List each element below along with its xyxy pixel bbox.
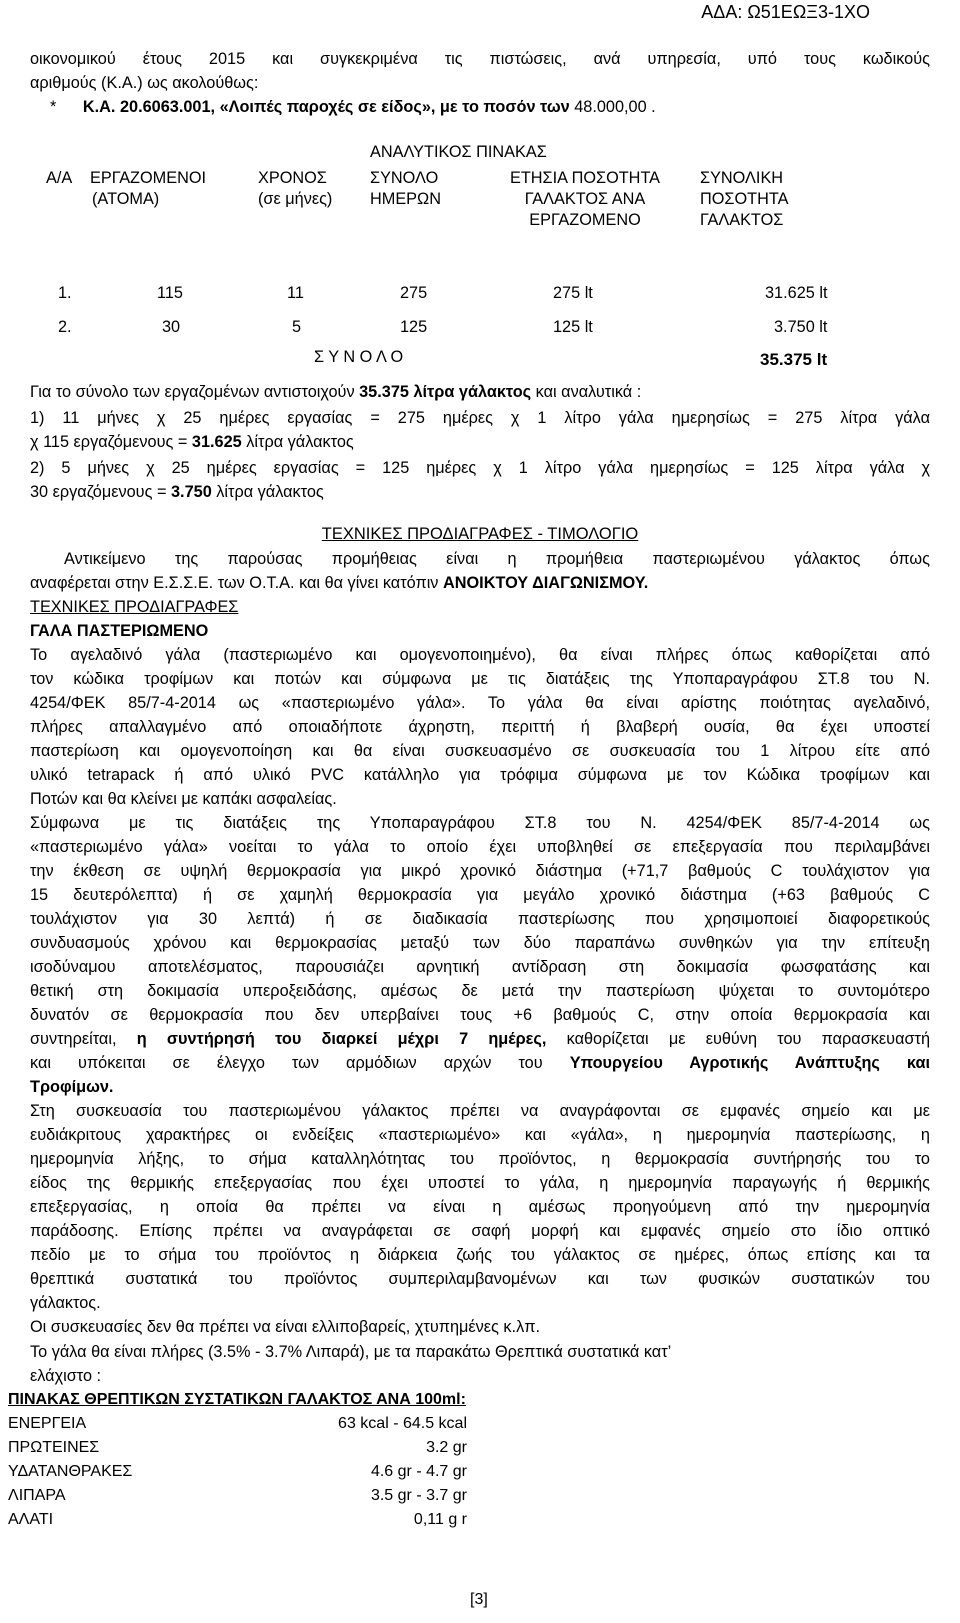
body-line: και υπόκειται σε έλεγχο των αρμόδιων αρχών του Υπουργείου Αγροτικής Ανάπτυξης και <box>30 1054 930 1072</box>
specs-paragraph-line: Αντικείμενο της παρούσας προμήθειας είναι η προμήθεια παστεριωμένου γάλακτος όπως <box>64 550 930 568</box>
body-line: τουλάχιστον για 30 λεπτά) ή σε διαδικασία παστερίωσης που χρησιμοποιεί διαφορετικούς <box>30 910 930 928</box>
currency-symbol: . <box>651 98 656 116</box>
body-line: συνδυασμούς χρόνου και θερμοκρασίας μεταξύ των δύο παραπάνω συνθηκών για την επίτευξη <box>30 934 930 952</box>
body-line: θετική στη δοκιμασία υπεροξειδάσης, αμέσως δε μετά την παστερίωση ψύχεται το συντομότερο <box>30 982 930 1000</box>
table-sum-label: Σ Υ Ν Ο Λ Ο <box>314 348 404 366</box>
page-number: [3] <box>470 1591 488 1608</box>
calc-line-4: 2) 5 μήνες χ 25 ημέρες εργασίας = 125 ημέρες χ 1 λίτρο γάλα ημερησίως = 125 λίτρα γάλα χ <box>30 459 930 477</box>
body-line: 15 δευτερόλεπτα) ή σε χαμηλή θερμοκρασία για μεγάλο χρονικό διάστημα (+63 βαθμούς C <box>30 886 930 904</box>
calc-line-5: 30 εργαζόμενους = 3.750 λίτρα γάλακτος <box>30 483 324 501</box>
packaging-line: Οι συσκευασίες δεν θα πρέπει να είναι ελλιποβαρείς, χτυπημένες κ.λπ. <box>30 1318 540 1336</box>
intro-line-2: αριθμούς (Κ.Α.) ως ακολούθως: <box>30 74 259 92</box>
fat-content-line: Το γάλα θα είναι πλήρες (3.5% - 3.7% Λιπαρά), με τα παρακάτω Θρεπτικά συστατικά κατ’ <box>30 1343 672 1361</box>
budget-amount: 48.000,00 <box>574 98 647 116</box>
specs-heading: ΤΕΧΝΙΚΕΣ ΠΡΟΔΙΑΓΡΑΦΕΣ - ΤΙΜΟΛΟΓΙΟ <box>321 525 639 543</box>
milk-subheading: ΓΑΛΑ ΠΑΣΤΕΡΙΩΜΕΝΟ <box>30 622 209 640</box>
intro-line-3 <box>30 98 930 117</box>
intro-line-1: οικονομικού έτους 2015 και συγκεκριμένα τις πιστώσεις, ανά υπηρεσία, υπό τους κωδικούς <box>30 50 930 68</box>
body-line: ισοδύναμου αποτελέσματος, παρουσιάζει αρνητική αντίδραση στη δοκιμασία φωσφατάσης και <box>30 958 930 976</box>
body-line: Ποτών και θα κλείνει με καπάκι ασφαλείας. <box>30 790 337 808</box>
body-line: «παστεριωμένο γάλα» νοείται το γάλα το οποίο έχει υποβληθεί σε επεξεργασία που περιλαμβάνει <box>30 838 930 856</box>
document-code: ΑΔΑ: Ω51ΕΩΞ3-1ΧΟ <box>701 2 870 22</box>
body-line: παστερίωση και ομογενοποίηση και θα είναι συσκευασμένο σε συσκευασία του 1 λίτρου είτε από <box>30 742 930 760</box>
body-line: συντηρείται, η συντήρησή του διαρκεί μέχρι 7 ημέρες, καθορίζεται με ευθύνη του παρασκευαστή <box>30 1030 931 1048</box>
body-line: τον κώδικα τροφίμων και ποτών και σύμφωνα με τις διατάξεις της Υποπαραγράφου ΣΤ.8 του Ν. <box>30 670 930 688</box>
body-line: πεδίο με το σήμα του προϊόντος η διάρκεια ζωής του γάλακτος σε ημέρες, όπως επίσης και τα <box>30 1246 930 1264</box>
calc-line-1: Για το σύνολο των εργαζομένων αντιστοιχούν 35.375 λίτρα γάλακτος και αναλυτικά : <box>30 383 642 401</box>
col-months-header: ΧΡΟΝΟΣ (σε μήνες) <box>258 169 333 208</box>
table-sum-value: 35.375 lt <box>760 350 828 369</box>
specs-subheading: ΤΕΧΝΙΚΕΣ ΠΡΟΔΙΑΓΡΑΦΕΣ <box>30 598 239 616</box>
body-line: είδος της θερμικής επεξεργασίας που έχει υποστεί το γάλα, η ημερομηνία παραγωγής ή θερμικής <box>30 1174 930 1192</box>
body-line: Στη συσκευασία του παστεριωμένου γάλακτος πρέπει να αναγράφονται σε εμφανές σημείο και με <box>30 1102 930 1120</box>
col-days-header: ΣΥΝΟΛΟ ΗΜΕΡΩΝ <box>370 169 441 208</box>
nutrition-title: ΠΙΝΑΚΑΣ ΘΡΕΠΤΙΚΩΝ ΣΥΣΤΑΤΙΚΩΝ ΓΑΛΑΚΤΟΣ ΑΝΑ 100ml: <box>8 1391 466 1408</box>
body-line: θρεπτικά συστατικά του προϊόντος συμπεριλαμβανομένων και των φυσικών συστατικών του <box>30 1270 930 1288</box>
body-line: πλήρες απαλλαγμένο από οποιαδήποτε άχρηστη, περιττή ή βλαβερή ουσία, θα έχει υποστεί <box>30 718 930 736</box>
body-line: Το αγελαδινό γάλα (παστεριωμένο και ομογενοποιημένο), θα είναι πλήρες όπως καθορίζεται από <box>30 646 930 664</box>
body-line: Τροφίμων. <box>30 1078 114 1096</box>
body-line: υλικό tetrapack ή από υλικό PVC κατάλληλο για τρόφιμα σύμφωνα με τον Κώδικα τροφίμων και <box>30 766 930 784</box>
budget-code: Κ.Α. 20.6063.001, <box>82 98 216 116</box>
body-line: ευδιάκριτους χαρακτήρες οι ενδείξεις «παστεριωμένο» και «γάλα», η ημερομηνία παστερίωσης, η <box>30 1126 930 1144</box>
bullet-star: * <box>50 98 57 116</box>
calc-line-2: 1) 11 μήνες χ 25 ημέρες εργασίας = 275 ημέρες χ 1 λίτρο γάλα ημερησίως = 275 λίτρα γάλα <box>30 409 930 427</box>
body-line: ημερομηνία λήξης, το σήμα καταλληλότητας του προϊόντος, η θερμοκρασία συντήρησής του το <box>30 1150 930 1168</box>
col-workers-header: ΕΡΓΑΖΟΜΕΝΟΙ (ΑΤΟΜΑ) <box>90 169 207 208</box>
minimum-line: ελάχιστο : <box>30 1367 102 1385</box>
body-line: 4254/ΦΕΚ 85/7-4-2014 ως «παστεριωμένο γάλα». Το γάλα θα είναι αρίστης ποιότητας αγελαδινό, <box>30 694 930 712</box>
table-title: ΑΝΑΛΥΤΙΚΟΣ ΠΙΝΑΚΑΣ <box>370 143 547 161</box>
body-line: γάλακτος. <box>30 1294 101 1312</box>
calc-line-3: χ 115 εργαζόμενους = 31.625 λίτρα γάλακτος <box>30 433 354 451</box>
body-line: παράδοσης. Επίσης πρέπει να αναγράφεται σε σαφή μορφή και εμφανές σημείο στο ίδιο οπτικό <box>30 1222 930 1240</box>
budget-description: «Λοιπές παροχές σε είδος», με το ποσόν των <box>219 98 570 116</box>
body-line: επεξεργασίας, η οποία θα πρέπει να είναι η αμέσως προηγούμενη από την ημερομηνία <box>30 1198 930 1216</box>
col-total-header: ΣΥΝΟΛΙΚΗ ΠΟΣΟΤΗΤΑ ΓΑΛΑΚΤΟΣ <box>700 169 789 229</box>
body-line: Σύμφωνα με τις διατάξεις της Υποπαραγράφου ΣΤ.8 του Ν. 4254/ΦΕΚ 85/7-4-2014 ως <box>30 814 930 832</box>
col-annual-header: ΕΤΗΣΙΑ ΠΟΣΟΤΗΤΑ ΓΑΛΑΚΤΟΣ ΑΝΑ ΕΡΓΑΖΟΜΕΝΟ <box>509 169 661 229</box>
body-line: δυνατόν σε θερμοκρασία που δεν υπερβαίνει τους +6 βαθμούς C, στην οποία θερμοκρασία και <box>30 1006 930 1024</box>
specs-paragraph-line: αναφέρεται στην Ε.Σ.Σ.Ε. των Ο.Τ.Α. και θα γίνει κατόπιν ΑΝΟΙΚΤΟΥ ΔΙΑΓΩΝΙΣΜΟΥ. <box>30 574 649 592</box>
col-aa-header: Α/Α <box>46 169 73 187</box>
body-line: την έκθεση σε υψηλή θερμοκρασία για μικρό χρονικό διάστημα (+71,7 βαθμούς C τουλάχιστον για <box>30 862 930 880</box>
